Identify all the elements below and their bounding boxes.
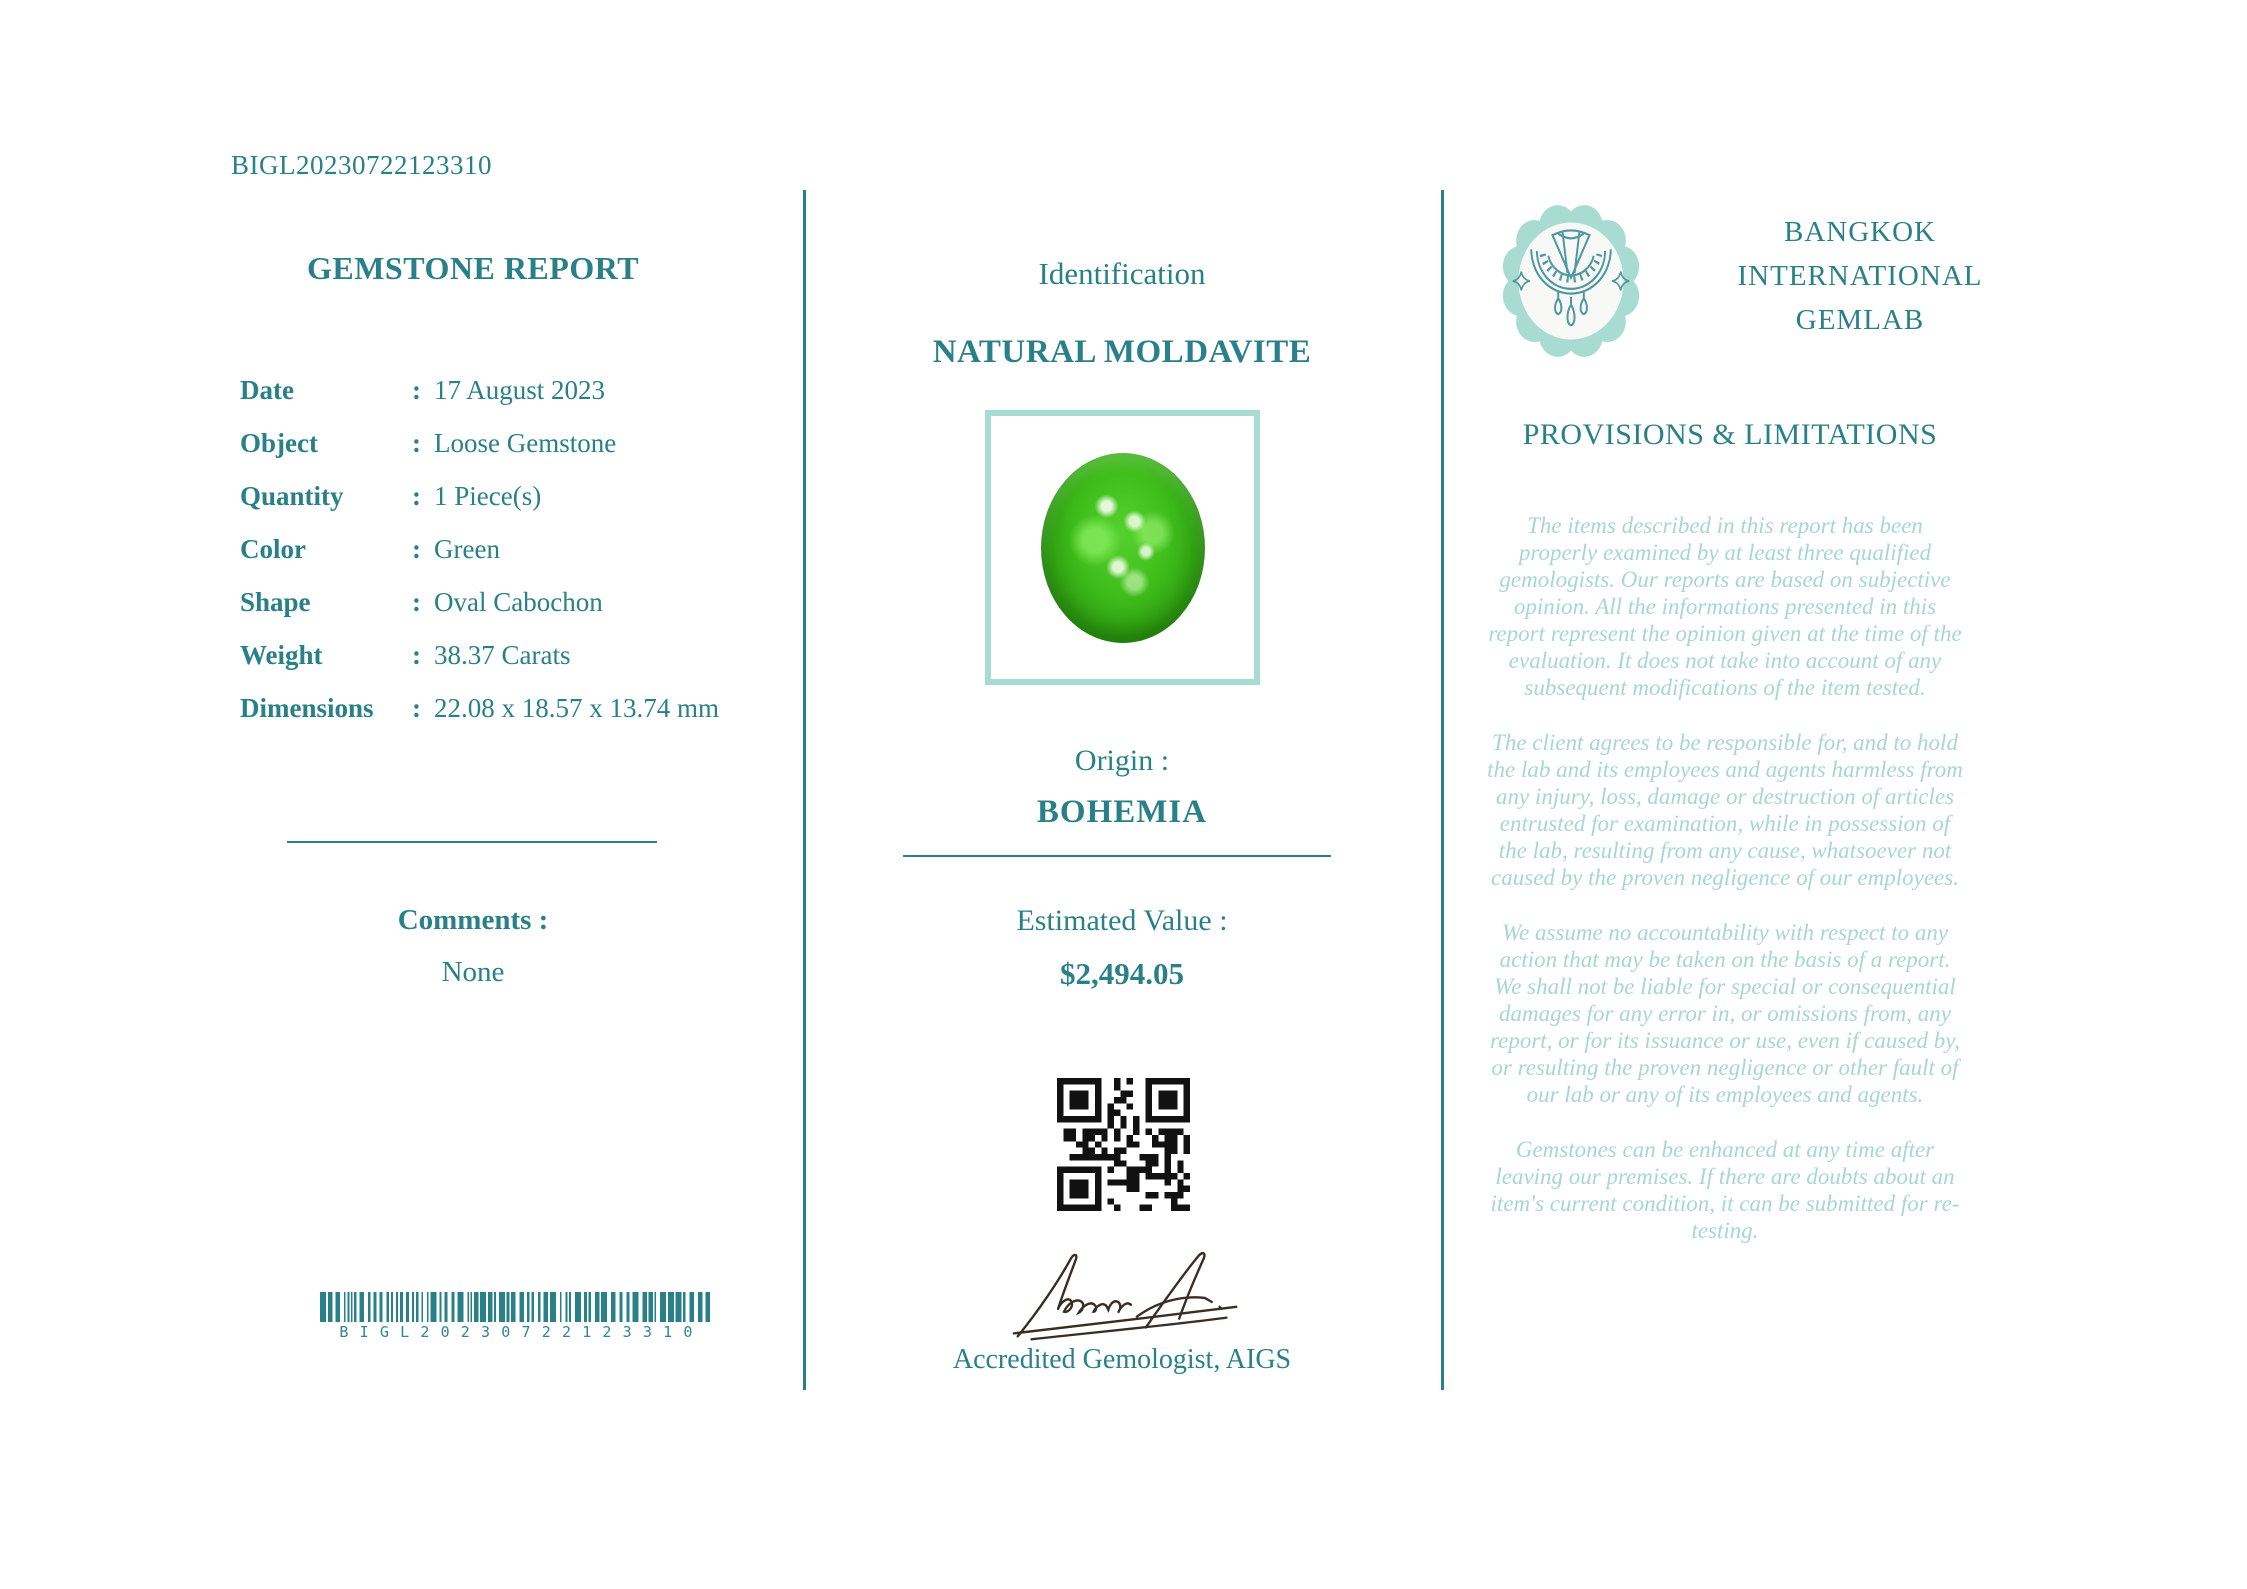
detail-value: Oval Cabochon — [434, 587, 603, 617]
certificate-barcode — [320, 1292, 712, 1341]
detail-value: Loose Gemstone — [434, 428, 617, 458]
detail-colon: : — [412, 375, 421, 405]
provisions-paragraph: We assume no accountability with respect to any action that may be taken on the basis of a report. We shall not be liable for special or consequential damages for any error in, or omissions from, any report, or for its issuance or use, even if caused by, or resulting the proven negligence or other fault of our lab or any of its employees and agents. — [1490, 920, 1960, 1107]
detail-colon: : — [412, 693, 421, 723]
lab-name: BANGKOK INTERNATIONAL GEMLAB — [1737, 216, 1983, 336]
comments-label: Comments : — [397, 904, 549, 936]
table-row — [240, 470, 760, 523]
lab-logo — [1500, 202, 1642, 360]
table-row — [240, 364, 760, 417]
origin-value: BOHEMIA — [1036, 794, 1208, 830]
signer-title: Accredited Gemologist, AIGS — [952, 1344, 1292, 1375]
detail-value: 1 Piece(s) — [434, 481, 542, 511]
column-divider-right — [1441, 190, 1444, 1390]
report-title: GEMSTONE REPORT — [306, 250, 640, 286]
detail-label: Shape — [240, 587, 311, 617]
table-row — [240, 682, 760, 735]
qr-code — [1057, 1078, 1190, 1211]
table-row — [240, 576, 760, 629]
gem-photo-frame — [985, 410, 1260, 685]
provisions-paragraphs — [1487, 512, 1963, 1272]
table-row — [240, 629, 760, 682]
provisions-paragraph: The items described in this report has been properly examined by at least three qualified gemologists. Our reports are based on subjective opinion. All the informations presented in this report represent the opinion given at the time of the evaluation. It does not take into account of any subsequent modifications of the item tested. — [1488, 513, 1962, 700]
provisions-paragraph: The client agrees to be responsible for, and to hold the lab and its employees and agents harmless from any injury, loss, damage or destruction of articles entrusted for examination, while in possession of the lab, resulting from any cause, whatsoever not caused by the proven negligence of our employees. — [1487, 730, 1963, 890]
gem-photo — [1041, 453, 1205, 643]
comments-value: None — [441, 956, 505, 988]
detail-label: Color — [240, 534, 306, 564]
detail-colon: : — [412, 481, 421, 511]
column-divider-left — [803, 190, 806, 1390]
barcode-text: BIGL20230722123310 — [339, 1323, 704, 1341]
detail-value: 38.37 Carats — [434, 640, 571, 670]
identification-heading: Identification — [1038, 256, 1206, 291]
detail-colon: : — [412, 428, 421, 458]
gem-name: NATURAL MOLDAVITE — [932, 334, 1312, 370]
detail-value: Green — [434, 534, 500, 564]
barcode-image — [320, 1292, 712, 1322]
detail-colon: : — [412, 587, 421, 617]
detail-label: Object — [240, 428, 318, 458]
origin-label: Origin : — [1074, 744, 1170, 777]
table-row — [240, 417, 760, 470]
left-divider-line — [287, 841, 657, 843]
detail-label: Quantity — [240, 481, 344, 511]
detail-value: 17 August 2023 — [434, 375, 606, 405]
table-row — [240, 523, 760, 576]
provisions-paragraph: Gemstones can be enhanced at any time after leaving our premises. If there are doubts about an item's current condition, it can be submitted for re-testing. — [1490, 1137, 1960, 1243]
estimated-value-label: Estimated Value : — [1016, 904, 1228, 937]
middle-divider-line — [903, 855, 1331, 857]
detail-label: Date — [240, 375, 294, 405]
detail-label: Dimensions — [240, 693, 374, 723]
provisions-heading: PROVISIONS & LIMITATIONS — [1522, 418, 1938, 451]
gemologist-signature — [1000, 1246, 1256, 1342]
certificate-number: BIGL20230722123310 — [231, 150, 492, 180]
detail-value: 22.08 x 18.57 x 13.74 mm — [434, 693, 720, 723]
detail-label: Weight — [240, 640, 323, 670]
detail-colon: : — [412, 534, 421, 564]
detail-colon: : — [412, 640, 421, 670]
gem-details-table — [240, 364, 760, 735]
estimated-value-amount: $2,494.05 — [1060, 956, 1184, 991]
